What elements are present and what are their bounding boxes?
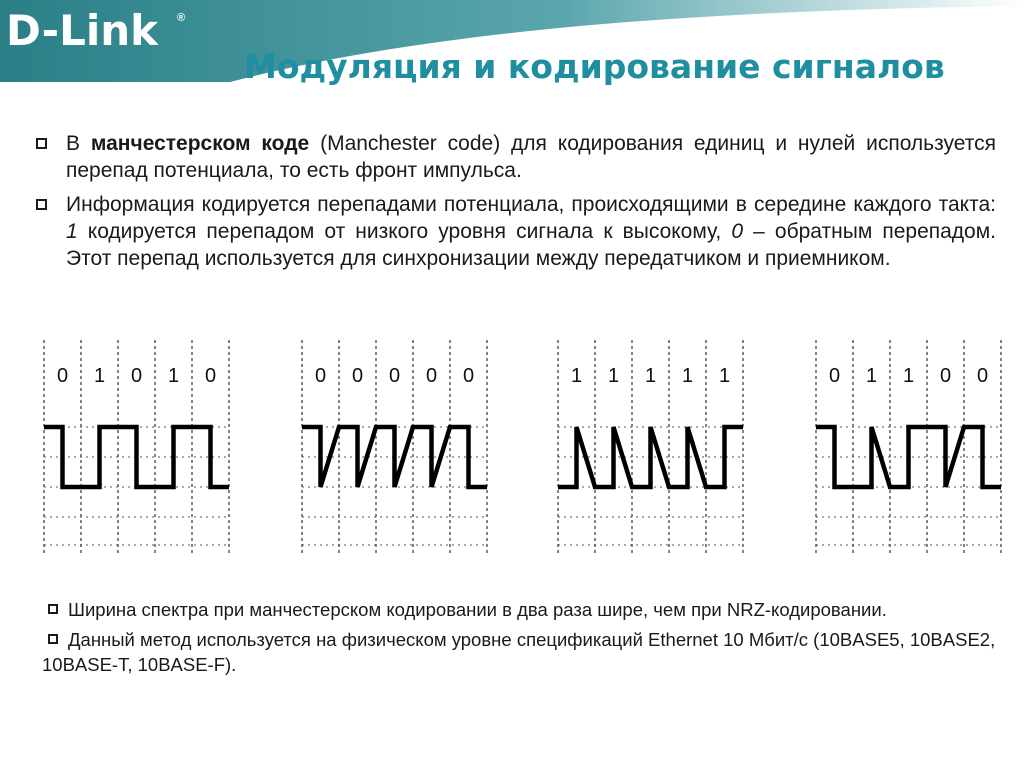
bullet-spectrum-width: Ширина спектра при манчестерском кодировании в два раза шире, чем при NRZ-кодировании.	[42, 597, 1022, 622]
checkbox-bullet-icon	[48, 604, 58, 614]
bit-label: 0	[388, 365, 401, 387]
top-bullet-list	[34, 130, 996, 279]
bit-label: 0	[425, 365, 438, 387]
bit-label: 0	[56, 365, 69, 387]
bit-label: 0	[976, 365, 989, 387]
bottom-bullet-list	[42, 597, 1022, 682]
bit-label: 1	[570, 365, 583, 387]
bullet-manchester-definition: В манчестерском коде (Manchester code) для кодирования единиц и нулей используется перепад потенциала, то есть фронт импульса.	[34, 130, 996, 184]
bit-label: 1	[644, 365, 657, 387]
bullet-encoding-rule: Информация кодируется перепадами потенциала, происходящими в середине каждого такта: 1 кодируется перепадом от низкого уровня сигнала к высокому, 0 – обратным перепадом. Этот перепад используется для синхронизации между передатчиком и приемником.	[34, 191, 996, 272]
brand-logo: D-Link	[6, 6, 159, 55]
bit-label: 0	[314, 365, 327, 387]
bit-label: 0	[130, 365, 143, 387]
bit-label: 0	[462, 365, 475, 387]
manchester-waveform-diagram	[0, 330, 1024, 570]
bit-label: 0	[939, 365, 952, 387]
bit-label: 0	[204, 365, 217, 387]
slide-title: Модуляция и кодирование сигналов	[244, 47, 945, 86]
bit-label: 1	[681, 365, 694, 387]
bit-label: 1	[607, 365, 620, 387]
bit-label: 1	[93, 365, 106, 387]
checkbox-bullet-icon	[36, 199, 47, 210]
bit-label: 0	[828, 365, 841, 387]
bit-label: 1	[718, 365, 731, 387]
checkbox-bullet-icon	[36, 138, 47, 149]
bit-label: 1	[865, 365, 878, 387]
bold-term: манчестерском коде	[90, 132, 310, 155]
bit-label: 1	[902, 365, 915, 387]
registered-mark: ®	[177, 12, 186, 24]
bit-label: 1	[167, 365, 180, 387]
bullet-ethernet-usage: Данный метод используется на физическом уровне спецификаций Ethernet 10 Мбит/с (10BASE5, 10BASE2, 10BASE-T, 10BASE-F).	[42, 629, 996, 675]
checkbox-bullet-icon	[48, 634, 58, 644]
bit-label: 0	[351, 365, 364, 387]
